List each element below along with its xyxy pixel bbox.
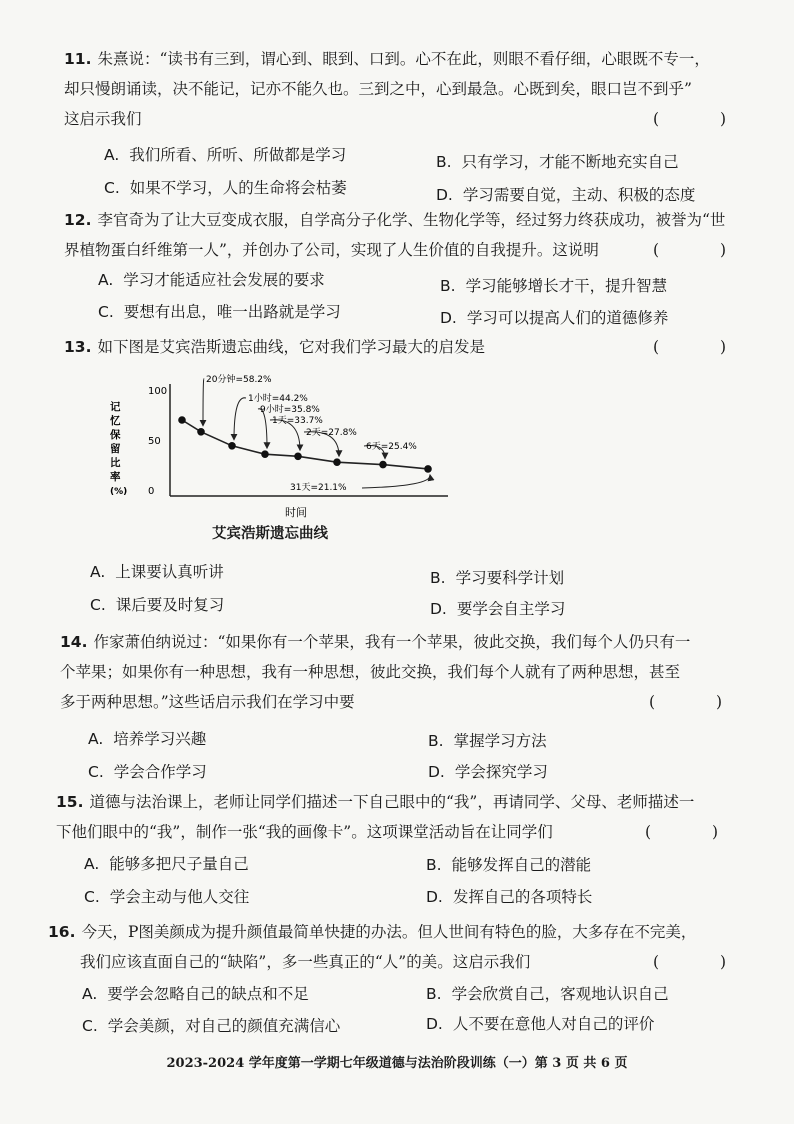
data-label: 6天=25.4% bbox=[366, 442, 417, 452]
q13-option-c[interactable]: C. 课后要及时复习 bbox=[90, 596, 225, 614]
data-point bbox=[197, 428, 205, 436]
q11-option-a[interactable]: A. 我们所看、所听、所做都是学习 bbox=[104, 146, 347, 164]
answer-bracket[interactable]: ( ) bbox=[652, 241, 754, 259]
data-point bbox=[261, 450, 269, 458]
y-tick-label: 100 bbox=[148, 386, 168, 397]
data-point bbox=[228, 442, 236, 450]
data-label: 20分钟=58.2% bbox=[206, 375, 272, 385]
answer-bracket[interactable]: ( ) bbox=[652, 953, 754, 971]
y-axis-label-char: (%) bbox=[110, 487, 128, 497]
data-point bbox=[333, 458, 341, 466]
question-11-line-1: 11. 朱熹说：“读书有三到，谓心到、眼到、口到。心不在此，则眼不看仔细，心眼既不专一， bbox=[64, 50, 710, 68]
question-14-line-3: 多于两种思想。”这些话启示我们在学习中要 ( ) bbox=[60, 687, 760, 717]
answer-bracket[interactable]: ( ) bbox=[652, 338, 754, 356]
data-label: 1小时=44.2% bbox=[248, 394, 308, 404]
question-number: 14. bbox=[60, 633, 88, 651]
q13-option-b[interactable]: B. 学习要科学计划 bbox=[430, 569, 565, 587]
data-point bbox=[379, 461, 387, 469]
q11-option-c[interactable]: C. 如果不学习，人的生命将会枯萎 bbox=[104, 179, 347, 197]
question-number: 15. bbox=[56, 793, 84, 811]
y-axis-label bbox=[109, 400, 127, 497]
y-axis-label-char: 率 bbox=[110, 471, 121, 483]
answer-bracket[interactable]: ( ) bbox=[644, 823, 746, 841]
answer-bracket[interactable]: ( ) bbox=[652, 110, 754, 128]
question-12 bbox=[64, 205, 764, 265]
y-axis-label-char: 忆 bbox=[110, 415, 121, 427]
x-axis-label: 时间 bbox=[285, 506, 307, 519]
question-12-line-1: 12. 李官奇为了让大豆变成衣服，自学高分子化学、生物化学等，经过努力终获成功，被誉为“世 bbox=[64, 211, 726, 229]
question-14-line-1: 14. 作家萧伯纳说过：“如果你有一个苹果，我有一个苹果，彼此交换，我们每个人仍只有一 bbox=[60, 633, 691, 651]
data-point bbox=[424, 465, 432, 473]
y-axis-label-char: 记 bbox=[110, 401, 121, 413]
question-number: 12. bbox=[64, 211, 92, 229]
data-label: 1天=33.7% bbox=[272, 416, 323, 426]
q15-option-c[interactable]: C. 学会主动与他人交往 bbox=[84, 888, 250, 906]
question-11-line-3: 这启示我们 ( ) bbox=[64, 104, 764, 134]
label-arrow bbox=[234, 398, 246, 440]
q16-option-c[interactable]: C. 学会美颜，对自己的颜值充满信心 bbox=[82, 1017, 341, 1035]
question-number: 16. bbox=[48, 923, 76, 941]
question-14-line-2: 个苹果；如果你有一种思想，我有一种思想，彼此交换，我们每个人就有了两种思想，甚至 bbox=[60, 663, 681, 681]
q14-option-b[interactable]: B. 掌握学习方法 bbox=[428, 732, 547, 750]
answer-bracket[interactable]: ( ) bbox=[648, 693, 750, 711]
q15-option-b[interactable]: B. 能够发挥自己的潜能 bbox=[426, 856, 592, 874]
q16-option-b[interactable]: B. 学会欣赏自己，客观地认识自己 bbox=[426, 985, 669, 1003]
q14-option-d[interactable]: D. 学会探究学习 bbox=[428, 763, 548, 781]
y-axis-ticks bbox=[148, 386, 167, 497]
q14-option-c[interactable]: C. 学会合作学习 bbox=[88, 763, 207, 781]
question-16 bbox=[48, 917, 764, 977]
q11-option-d[interactable]: D. 学习需要自觉，主动、积极的态度 bbox=[436, 186, 696, 204]
chart-title: 艾宾浩斯遗忘曲线 bbox=[212, 526, 328, 542]
forgetting-curve-chart bbox=[100, 370, 460, 545]
data-label: 2天=27.8% bbox=[306, 428, 357, 438]
question-12-line-2: 界植物蛋白纤维第一人”，并创办了公司，实现了人生价值的自我提升。这说明 ( ) bbox=[64, 235, 764, 265]
label-arrow bbox=[203, 379, 204, 426]
q15-option-d[interactable]: D. 发挥自己的各项特长 bbox=[426, 888, 593, 906]
question-15-line-1: 15. 道德与法治课上，老师让同学们描述一下自己眼中的“我”，再请同学、父母、老师描述一 bbox=[56, 793, 695, 811]
data-point bbox=[294, 453, 302, 461]
q12-option-d[interactable]: D. 学习可以提高人们的道德修养 bbox=[440, 309, 669, 327]
question-15 bbox=[56, 787, 756, 847]
page-footer: 2023-2024 学年度第一学期七年级道德与法治阶段训练（一）第 3 页 共 6 页 bbox=[166, 1056, 628, 1071]
q16-option-a[interactable]: A. 要学会忽略自己的缺点和不足 bbox=[82, 985, 309, 1003]
question-number: 11. bbox=[64, 50, 92, 68]
data-label: 31天=21.1% bbox=[290, 483, 347, 493]
q13-option-a[interactable]: A. 上课要认真听讲 bbox=[90, 563, 224, 581]
q12-option-a[interactable]: A. 学习才能适应社会发展的要求 bbox=[98, 271, 325, 289]
y-axis-label-char: 比 bbox=[110, 457, 121, 469]
q15-option-a[interactable]: A. 能够多把尺子量自己 bbox=[84, 855, 249, 873]
data-point bbox=[178, 416, 186, 424]
question-16-line-2: 我们应该直面自己的“缺陷”，多一些真正的“人”的美。这启示我们 ( ) bbox=[48, 947, 764, 977]
y-axis-label-char: 留 bbox=[110, 443, 121, 455]
y-axis-label-char: 保 bbox=[110, 429, 121, 441]
question-14 bbox=[60, 627, 760, 717]
q13-option-d[interactable]: D. 要学会自主学习 bbox=[430, 600, 566, 618]
q14-option-a[interactable]: A. 培养学习兴趣 bbox=[88, 730, 207, 748]
question-15-line-2: 下他们眼中的“我”，制作一张“我的画像卡”。这项课堂活动旨在让同学们 ( ) bbox=[56, 817, 756, 847]
y-tick-label: 50 bbox=[148, 436, 161, 447]
y-tick-label: 0 bbox=[148, 486, 155, 497]
data-label: 9小时=35.8% bbox=[260, 405, 320, 415]
question-13 bbox=[64, 332, 764, 362]
q11-option-b[interactable]: B. 只有学习，才能不断地充实自己 bbox=[436, 153, 679, 171]
label-arrow bbox=[362, 475, 430, 488]
q12-option-c[interactable]: C. 要想有出息，唯一出路就是学习 bbox=[98, 303, 341, 321]
question-11-line-2: 却只慢朗诵读，决不能记，记亦不能久也。三到之中，心到最急。心既到矣，眼口岂不到乎” bbox=[64, 80, 692, 98]
q16-option-d[interactable]: D. 人不要在意他人对自己的评价 bbox=[426, 1015, 655, 1033]
question-16-line-1: 16. 今天，P图美颜成为提升颜值最简单快捷的办法。但人世间有特色的脸，大多存在不完美， bbox=[48, 923, 697, 941]
question-11 bbox=[64, 44, 764, 134]
q12-option-b[interactable]: B. 学习能够增长才干，提升智慧 bbox=[440, 277, 668, 295]
question-13-line-1: 13. 如下图是艾宾浩斯遗忘曲线，它对我们学习最大的启发是 ( ) bbox=[64, 332, 764, 362]
question-number: 13. bbox=[64, 338, 92, 356]
